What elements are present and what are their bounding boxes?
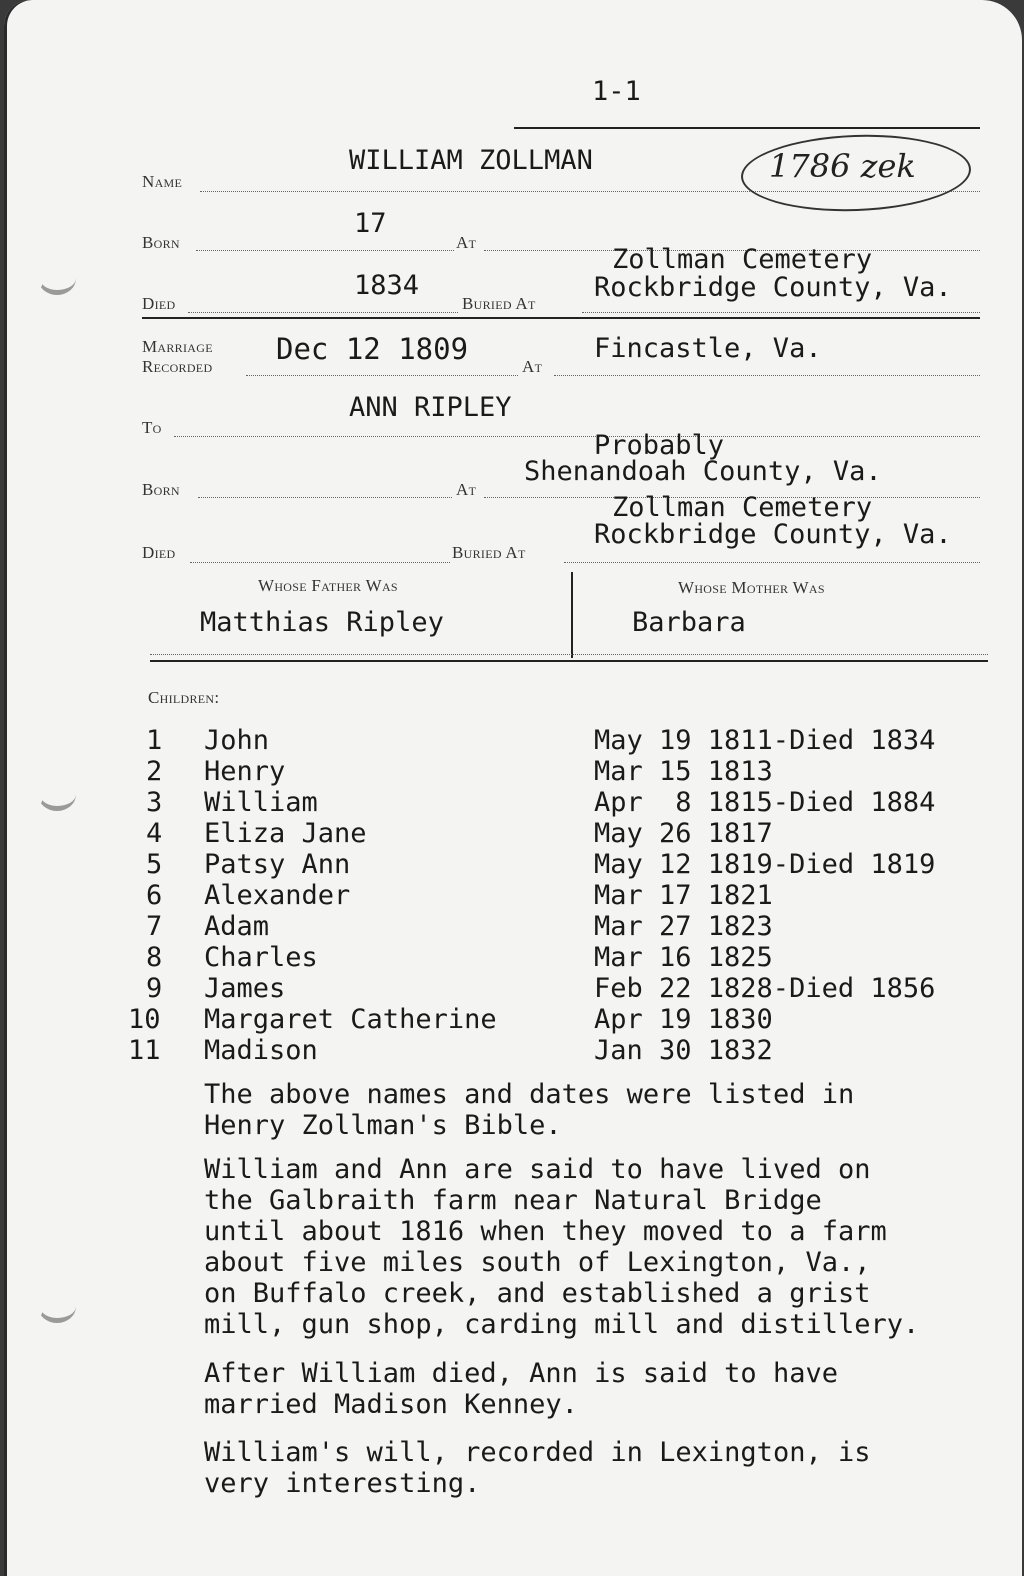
note-line: The above names and dates were listed in [204,1079,855,1110]
binder-hole [38,778,76,811]
child-date: May 19 1811-Died 1834 [594,725,936,756]
to-line [174,436,980,437]
died-line [188,312,458,313]
child-date: Mar 27 1823 [594,911,773,942]
child-number: 3 [146,787,163,818]
born-at-label: At [456,233,477,252]
wife-buried-line2: Rockbridge County, Va. [594,519,952,550]
child-name: Patsy Ann [204,849,351,880]
note-line: Henry Zollman's Bible. [204,1110,562,1141]
note-line: William and Ann are said to have lived on [204,1154,871,1185]
marriage-at-line [554,375,980,376]
note-line: until about 1816 when they moved to a farm [204,1216,887,1247]
child-date: Apr 19 1830 [594,1004,773,1035]
recorded-line [246,375,518,376]
buried-at-line [582,312,980,313]
child-number: 11 [128,1035,161,1066]
born-label: Born [142,233,180,252]
section-rule-1 [142,317,980,319]
wife-name: ANN RIPLEY [349,392,512,423]
note-line: about five miles south of Lexington, Va., [204,1247,871,1278]
wife-born-line2: Shenandoah County, Va. [524,456,882,487]
child-name: Charles [204,942,318,973]
handwritten-annotation: 1786 zek [769,147,916,185]
child-date: May 12 1819-Died 1819 [594,849,936,880]
father-name: Matthias Ripley [200,607,444,638]
child-name: William [204,787,318,818]
note-line: on Buffalo creek, and established a grist [204,1278,871,1309]
wife-born-line [198,497,452,498]
child-number: 7 [146,911,163,942]
marriage-date: Dec 12 1809 [276,332,469,366]
note-line: married Madison Kenney. [204,1389,578,1420]
record-card [4,0,1022,1576]
child-number: 5 [146,849,163,880]
note-line: mill, gun shop, carding mill and distillery. [204,1309,920,1340]
wife-buried-line1: Zollman Cemetery [612,492,873,523]
child-name: Adam [204,911,270,942]
recorded-label: Recorded [142,357,213,376]
child-date: Mar 16 1825 [594,942,773,973]
child-name: John [204,725,270,756]
name-label: Name [142,172,183,191]
binder-hole [38,262,76,295]
note-line: very interesting. [204,1468,481,1499]
parents-line [150,654,988,655]
to-label: To [142,418,162,437]
section-rule-2 [150,660,988,662]
wife-died-line [190,562,450,563]
child-name: Margaret Catherine [204,1004,497,1035]
header-rule [514,127,980,129]
parents-divider [571,572,573,658]
child-date: Apr 8 1815-Died 1884 [594,787,936,818]
mother-label: Whose Mother Was [678,578,825,597]
buried-at-label: Buried At [462,294,536,313]
mother-name: Barbara [632,607,746,638]
child-date: Feb 22 1828-Died 1856 [594,973,936,1004]
died-label: Died [142,294,176,313]
children-label: Children: [148,688,220,707]
child-name: Madison [204,1035,318,1066]
child-number: 10 [128,1004,161,1035]
page-number: 1-1 [592,76,641,107]
husband-name: WILLIAM ZOLLMAN [349,145,593,176]
husband-buried-line1: Zollman Cemetery [612,244,873,275]
child-name: Alexander [204,880,351,911]
child-name: Henry [204,756,286,787]
child-number: 9 [146,973,163,1004]
marriage-at-label: At [522,357,543,376]
wife-born-line1: Probably [594,430,725,461]
child-date: Jan 30 1832 [594,1035,773,1066]
note-line: the Galbraith farm near Natural Bridge [204,1185,822,1216]
note-line: After William died, Ann is said to have [204,1358,838,1389]
child-number: 4 [146,818,163,849]
child-number: 6 [146,880,163,911]
note-line: William's will, recorded in Lexington, is [204,1437,871,1468]
wife-died-label: Died [142,543,176,562]
husband-buried-line2: Rockbridge County, Va. [594,272,952,303]
husband-died: 1834 [354,270,420,301]
husband-born: 17 [354,208,387,239]
child-date: Mar 15 1813 [594,756,773,787]
child-number: 2 [146,756,163,787]
wife-buried-at-label: Buried At [452,543,526,562]
binder-hole [38,1290,76,1323]
wife-born-label: Born [142,480,180,499]
child-name: Eliza Jane [204,818,367,849]
marriage-label: Marriage [142,337,213,356]
born-line [196,250,454,251]
marriage-place: Fincastle, Va. [594,333,822,364]
child-name: James [204,973,286,1004]
child-date: May 26 1817 [594,818,773,849]
wife-buried-at-line [564,562,980,563]
father-label: Whose Father Was [258,576,398,595]
child-number: 8 [146,942,163,973]
wife-born-at-label: At [456,480,477,499]
child-date: Mar 17 1821 [594,880,773,911]
child-number: 1 [146,725,163,756]
